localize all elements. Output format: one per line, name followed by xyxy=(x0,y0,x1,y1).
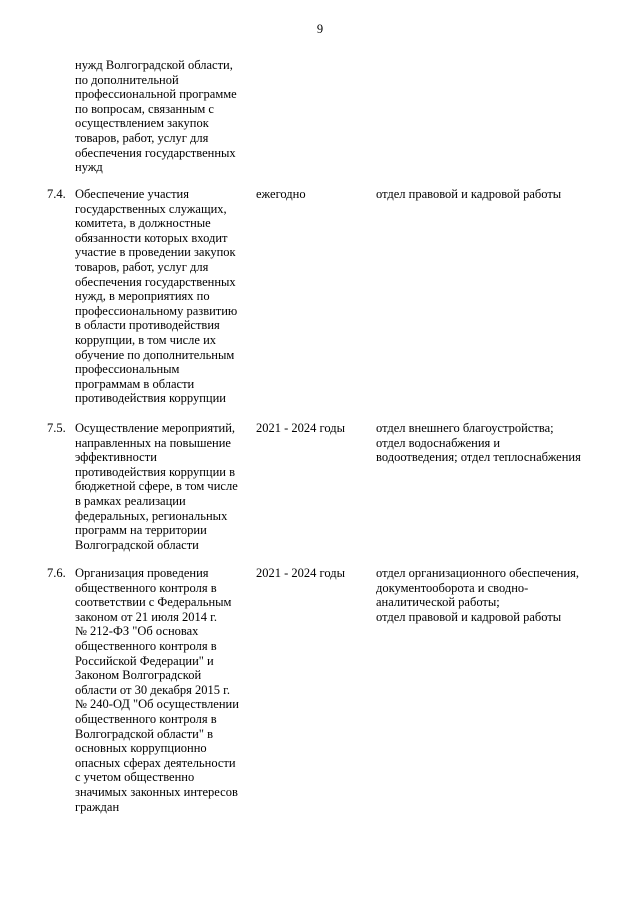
measure-description: Осуществление мероприятий, направленных на повышение эффективности противодействия коррупции в бюджетной сфере, в том числе в рамках реализации федеральных, региональных программ на территории Волгоградской области xyxy=(75,421,238,552)
item-number: 7.5. xyxy=(47,421,66,435)
item-number: 7.6. xyxy=(47,566,66,580)
responsible-department: отдел правовой и кадровой работы xyxy=(376,187,562,201)
execution-term: 2021 - 2024 годы xyxy=(256,566,346,580)
execution-term: ежегодно xyxy=(256,187,306,201)
measure-description: Обеспечение участия государственных служащих, комитета, в должностные обязанности которых входит участие в проведении закупок товаров, работ, услуг для обеспечения государственных нужд, в мероприятиях по профессиональному развитию в области противодействия коррупции, в том числе их обучение по дополнительным профессиональным программам в области противодействия коррупции xyxy=(75,187,238,406)
page-number: 9 xyxy=(316,22,324,36)
responsible-department: отдел внешнего благоустройства; отдел водоснабжения и водоотведения; отдел теплоснабжения xyxy=(376,421,581,465)
measure-description: нужд Волгоградской области, по дополнительной профессиональной программе по вопросам, связанным с осуществлением закупок товаров, работ, услуг для обеспечения государственных нужд xyxy=(75,58,237,175)
item-number: 7.4. xyxy=(47,187,66,201)
responsible-department: отдел организационного обеспечения, документооборота и сводно- аналитической работы; отдел правовой и кадровой работы xyxy=(376,566,580,624)
execution-term: 2021 - 2024 годы xyxy=(256,421,346,435)
measure-description: Организация проведения общественного контроля в соответствии с Федеральным законом от 21 июля 2014 г. № 212-ФЗ "Об основах общественного контроля в Российской Федерации" и Законом Волгоградской области от 30 декабря 2015 г. № 240-ОД "Об осуществлении общественного контроля в Волгоградской области" в основных коррупционно опасных сферах деятельности с учетом общественно значимых законных интересов граждан xyxy=(75,566,239,814)
